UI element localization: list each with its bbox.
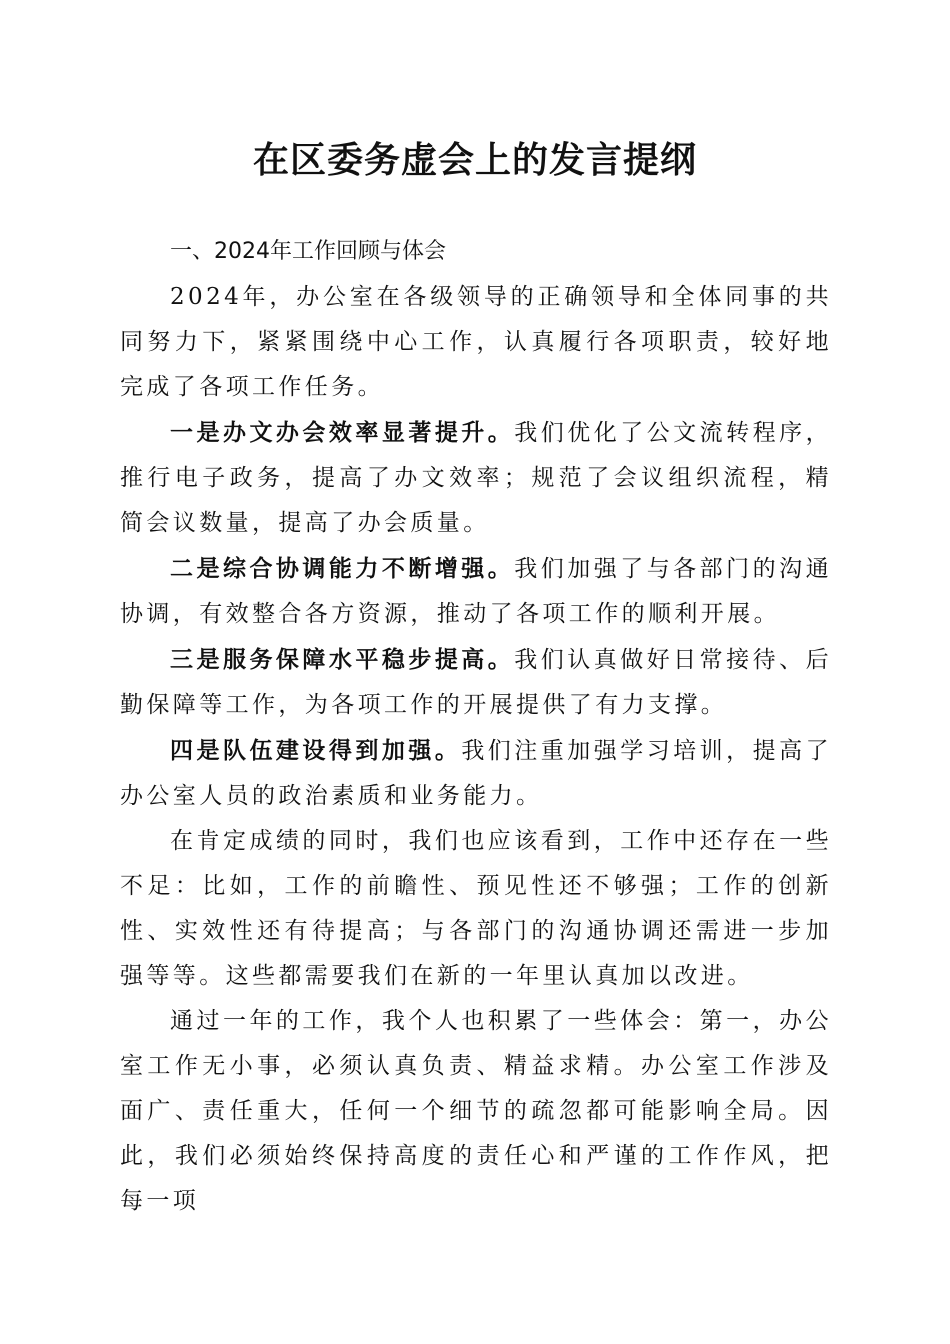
point-lead: 三是服务保障水平稳步提高。 [170, 646, 515, 673]
point-paragraph-2 [120, 546, 832, 637]
document-body [120, 230, 832, 1224]
point-text: 我们优化了公文流转程序，推行电子政务，提高了办文效率；规范了会议组织流程，精简会议数量，提高了办会质量。 [120, 420, 832, 536]
point-paragraph-4 [120, 728, 832, 819]
point-text: 我们认真做好日常接待、后勤保障等工作，为各项工作的开展提供了有力支撑。 [120, 647, 832, 718]
point-paragraph-1 [120, 410, 832, 546]
shortcomings-paragraph: 在肯定成绩的同时，我们也应该看到，工作中还存在一些不足：比如，工作的前瞻性、预见性还不够强；工作的创新性、实效性还有待提高；与各部门的沟通协调还需进一步加强等等。这些都需要我们在新的一年里认真加以改进。 [120, 828, 832, 989]
section-heading: 一、2024年工作回顾与体会 [170, 239, 446, 264]
reflection-paragraph: 通过一年的工作，我个人也积累了一些体会：第一，办公室工作无小事，必须认真负责、精益求精。办公室工作涉及面广、责任重大，任何一个细节的疏忽都可能影响全局。因此，我们必须始终保持高度的责任心和严谨的工作作风，把每一项 [120, 1008, 832, 1214]
intro-paragraph: 2024年，办公室在各级领导的正确领导和全体同事的共同努力下，紧紧围绕中心工作，认真履行各项职责，较好地完成了各项工作任务。 [120, 284, 832, 400]
document-title: 在区委务虚会上的发言提纲 [252, 139, 697, 181]
point-lead: 四是队伍建设得到加强。 [170, 737, 462, 764]
point-lead: 一是办文办会效率显著提升。 [170, 419, 515, 446]
point-paragraph-3 [120, 637, 832, 728]
point-lead: 二是综合协调能力不断增强。 [170, 555, 515, 582]
point-text: 我们加强了与各部门的沟通协调，有效整合各方资源，推动了各项工作的顺利开展。 [120, 556, 832, 627]
point-text: 我们注重加强学习培训，提高了办公室人员的政治素质和业务能力。 [120, 738, 832, 809]
